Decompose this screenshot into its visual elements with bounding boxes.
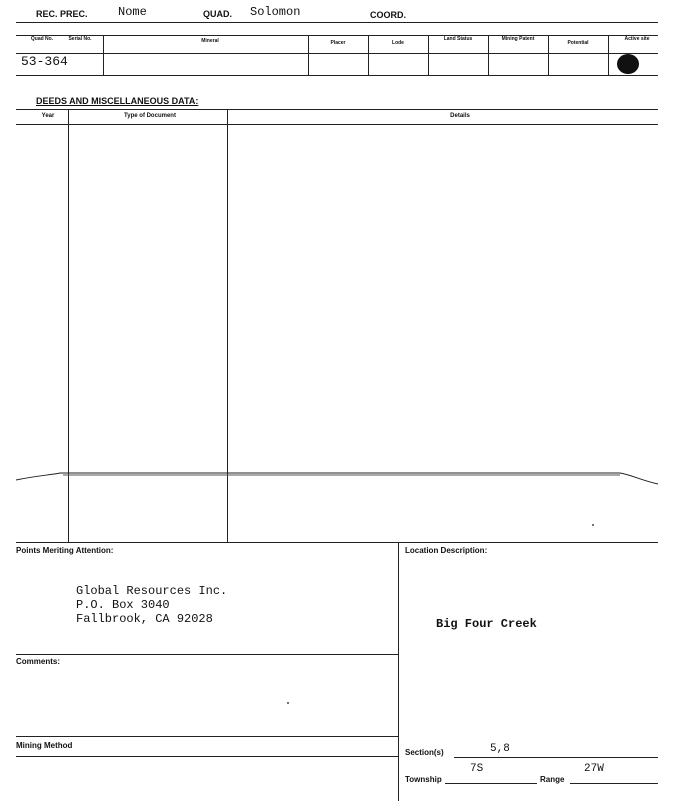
address-line: Fallbrook, CA 92028 [76,612,213,626]
col-sep [103,36,104,75]
section-label: Section(s) [405,748,444,757]
quad-label: QUAD. [203,9,232,19]
location-value: Big Four Creek [436,617,537,631]
range-underline [570,783,658,784]
quad-value: Solomon [250,5,301,19]
deeds-section-title: DEEDS AND MISCELLANEOUS DATA: [36,96,199,106]
deeds-line-header [16,124,658,125]
col-mineral: Mineral [201,38,219,44]
deeds-line-top [16,109,658,110]
col-quad-no: Quad No. [30,36,54,42]
speck-dot [287,702,289,704]
col-serial-no: Serial No. [68,36,92,42]
lower-col-sep [398,543,399,801]
col-sep [488,36,489,75]
mining-line-bottom [16,756,398,757]
col-lode: Lode [392,40,404,46]
col-sep [368,36,369,75]
quad-serial-value: 53-364 [21,54,68,69]
active-marker [617,54,639,74]
coord-label: COORD. [370,10,406,20]
fold-line [0,462,678,492]
rec-prec-label: REC. PREC. [36,9,88,19]
header-line-top [16,22,658,23]
address-line: P.O. Box 3040 [76,598,170,612]
range-value: 27W [584,763,604,775]
comments-line [16,654,398,655]
col-sep [548,36,549,75]
col-placer: Placer [330,40,346,46]
section-value: 5,8 [490,743,510,755]
comments-label: Comments: [16,657,61,666]
header-line-row [16,53,658,54]
address-line: Global Resources Inc. [76,584,228,598]
township-value: 7S [470,763,484,775]
section-underline [454,757,658,758]
col-sep [308,36,309,75]
header-line-bottom [16,75,658,76]
deeds-col-year: Year [41,113,55,119]
rec-prec-value: Nome [118,5,147,19]
col-potential: Potential [567,40,589,46]
col-sep [608,36,609,75]
mining-line [16,736,398,737]
location-label: Location Description: [405,546,488,555]
township-underline [445,783,537,784]
speck-dot [592,524,594,526]
col-active: Active site [624,36,650,42]
col-mining-patent: Mining Patent [501,36,535,42]
township-label: Township [405,775,442,784]
deeds-col-type: Type of Document [124,113,176,119]
col-sep [428,36,429,75]
lower-section-line [16,542,658,543]
header-line-mid [16,35,658,36]
points-address [76,584,227,626]
points-label: Points Meriting Attention: [16,546,114,555]
deeds-col-details: Details [450,113,470,119]
col-land-status: Land Status [443,36,473,42]
mining-method-label: Mining Method [16,741,73,750]
range-label: Range [540,775,565,784]
